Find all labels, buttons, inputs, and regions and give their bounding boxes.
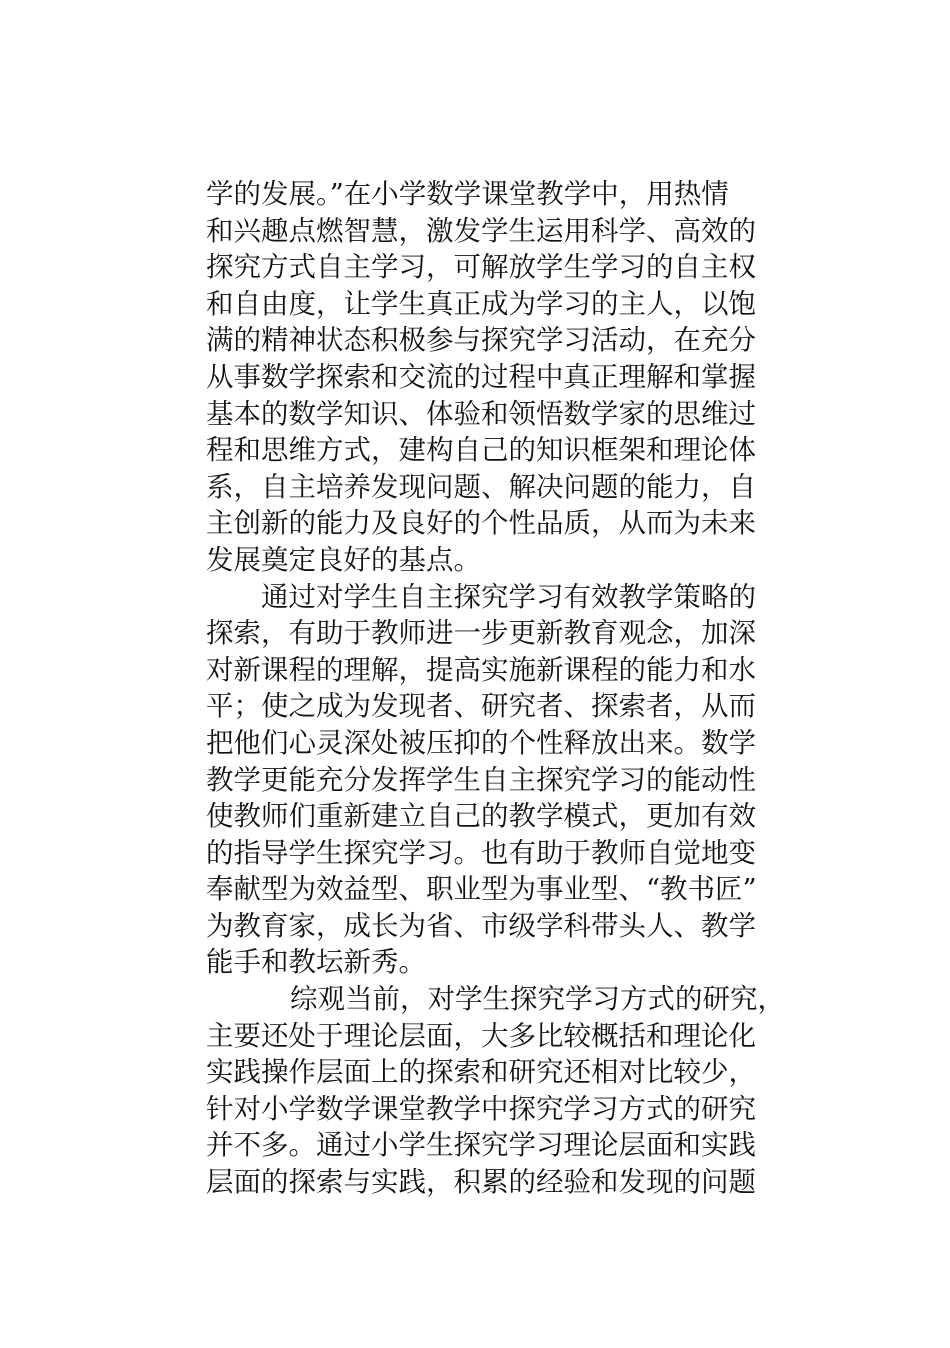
text-line: 主创新的能力及良好的个性品质，从而为未来: [206, 507, 756, 540]
text-line: 探索，有助于教师进一步更新教育观念，加深: [206, 617, 756, 650]
text-line: 和兴趣点燃智慧，激发学生运用科学、高效的: [206, 214, 756, 247]
body-text: [206, 176, 806, 1201]
text-line: 教学更能充分发挥学生自主探究学习的能动性: [206, 763, 756, 796]
text-line: 主要还处于理论层面，大多比较概括和理论化: [206, 1019, 756, 1052]
text-line: 学的发展。”在小学数学课堂教学中，用热情: [206, 178, 729, 210]
text-line: 使教师们重新建立自己的教学模式，更加有效: [206, 800, 756, 833]
text-line: 通过对学生自主探究学习有效教学策略的: [261, 580, 756, 613]
paragraph-3: [206, 981, 806, 1201]
text-line: 基本的数学知识、体验和领悟数学家的思维过: [206, 397, 756, 430]
text-line: 从事数学探索和交流的过程中真正理解和掌握: [206, 360, 756, 393]
paragraph-1: [206, 176, 806, 579]
text-line: 并不多。通过小学生探究学习理论层面和实践: [206, 1129, 756, 1162]
text-line: 和自由度，让学生真正成为学习的主人，以饱: [206, 287, 756, 320]
text-line: 奉献型为效益型、职业型为事业型、“教书匠”: [206, 873, 757, 906]
text-line: 的指导学生探究学习。也有助于教师自觉地变: [206, 836, 756, 869]
text-line: 发展奠定良好的基点。: [206, 543, 481, 576]
paragraph-2: [206, 579, 806, 982]
text-line: 能手和教坛新秀。: [206, 946, 426, 979]
text-line: 程和思维方式，建构自己的知识框架和理论体: [206, 434, 756, 467]
text-line: 层面的探索与实践，积累的经验和发现的问题: [206, 1166, 756, 1199]
text-line: 对新课程的理解，提高实施新课程的能力和水: [206, 653, 756, 686]
text-line: 满的精神状态积极参与探究学习活动，在充分: [206, 324, 756, 357]
text-line: 平；使之成为发现者、研究者、探索者，从而: [206, 690, 756, 723]
text-line: 针对小学数学课堂教学中探究学习方式的研究: [206, 1092, 756, 1125]
text-line: 把他们心灵深处被压抑的个性释放出来。数学: [206, 726, 756, 759]
text-line: 系，自主培养发现问题、解决问题的能力，自: [206, 470, 756, 503]
text-line: 综观当前，对学生探究学习方式的研究，: [290, 983, 785, 1016]
text-line: 为教育家，成长为省、市级学科带头人、教学: [206, 909, 756, 942]
text-line: 实践操作层面上的探索和研究还相对比较少，: [206, 1056, 756, 1089]
text-line: 探究方式自主学习，可解放学生学习的自主权: [206, 251, 756, 284]
